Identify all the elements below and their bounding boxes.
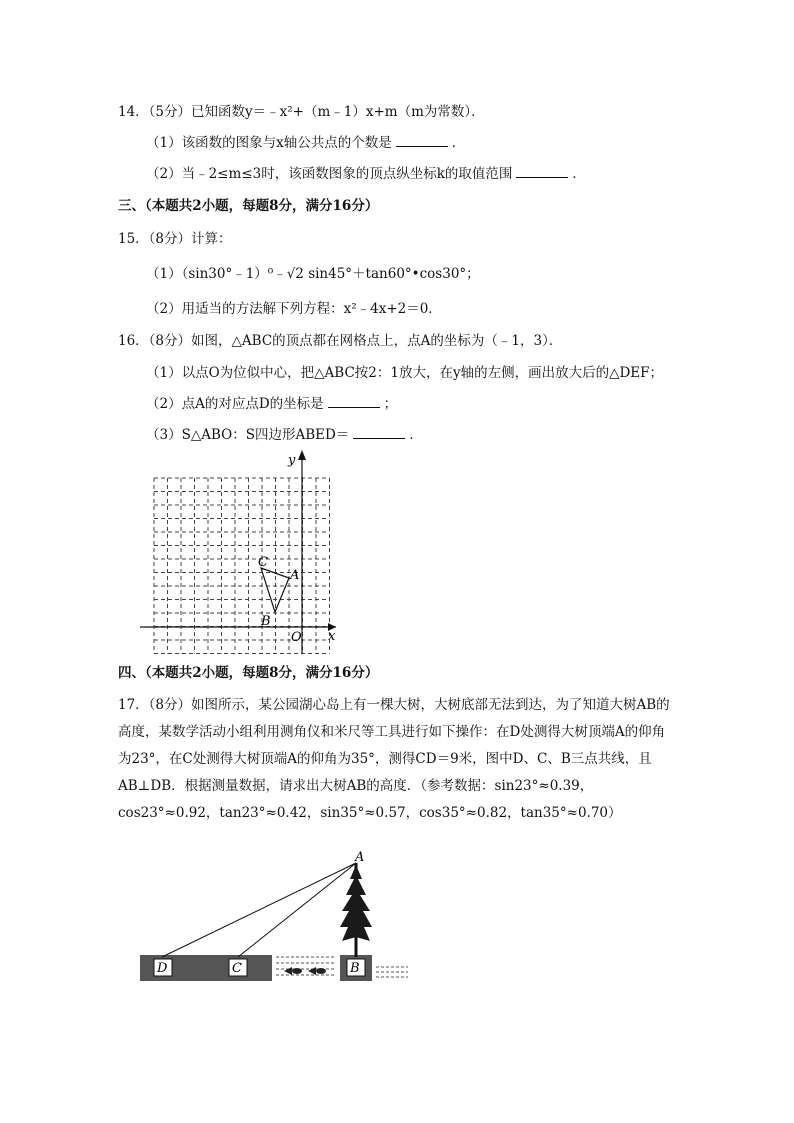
q15-head: 15．（8分）计算：: [118, 231, 232, 247]
q16-part3: [146, 425, 423, 445]
q16-part3-end: ．: [409, 427, 423, 443]
sight-line-d: [162, 863, 356, 957]
y-axis-label: y: [288, 453, 296, 468]
answer-blank[interactable]: [396, 133, 448, 147]
x-axis-label: x: [328, 629, 336, 644]
q14-head: 14．（5分）已知函数y＝﹣x²+（m﹣1）x+m（m为常数）．: [118, 104, 485, 120]
tree-crown: [340, 865, 372, 941]
q16-part2-text: （2）点A的对应点D的坐标是: [146, 396, 324, 412]
answer-blank[interactable]: [516, 164, 568, 178]
q16-part3-text: （3）S△ABO：S四边形ABED＝: [146, 427, 350, 443]
answer-blank[interactable]: [353, 425, 405, 439]
q16-part1: （1）以点O为位似中心，把△ABC按2：1放大，在y轴的左侧，画出放大后的△DEF；: [146, 365, 664, 381]
q17-tree-figure: [136, 845, 426, 995]
q16-part2: [146, 394, 397, 414]
q16-grid-figure: [136, 448, 346, 658]
q14-part2-text: （2）当﹣2≤m≤3时，该函数图象的顶点纵坐标k的取值范围: [146, 166, 513, 182]
point-a-label: A: [355, 850, 365, 865]
origin-label: O: [291, 630, 302, 645]
q14-part1: [146, 133, 465, 153]
point-a-label: A: [290, 568, 300, 583]
point-b-label: B: [261, 614, 271, 629]
q14-part1-text: （1）该函数的图象与x轴公共点的个数是: [146, 135, 392, 151]
q14-part2: [146, 164, 586, 184]
answer-blank[interactable]: [328, 394, 380, 408]
fish-icon: [308, 967, 326, 975]
point-d-label: D: [157, 961, 168, 976]
q16-part2-end: ；: [383, 396, 398, 412]
q14-part1-end: ．: [451, 135, 466, 151]
fish-icon: [284, 967, 302, 975]
q15-part2: （2）用适当的方法解下列方程：x²﹣4x+2＝0．: [146, 301, 442, 317]
point-c-label: C: [258, 555, 268, 570]
q14-part2-end: ．: [572, 166, 586, 182]
q17-text: 17．（8分）如图所示，某公园湖心岛上有一棵大树，大树底部无法到达，为了知道大树AB的高度，某数学活动小组利用测角仪和米尺等工具进行如下操作：在D处测得大树顶端A的仰角为23°，在C处测得大树顶端A的仰角为35°，测得CD＝9米，图中D、C、B三点共线，且AB⊥DB．根据测量数据，请求出大树AB的高度．（参考数据：sin23°≈0.39，cos23°≈0.92，tan23°≈0.42，sin35°≈0.57，cos35°≈0.82，tan35°≈0.70）: [118, 697, 670, 821]
q15-part1: （1）（sin30°﹣1）⁰﹣√2 sin45°＋tan60°•cos30°；: [146, 266, 480, 282]
y-axis-arrow: [298, 450, 306, 460]
point-b-label: B: [350, 961, 360, 976]
section-4-heading: 四、（本题共2小题，每题8分，满分16分）: [118, 665, 379, 681]
sight-line-c: [238, 863, 356, 957]
q16-head: 16．（8分）如图，△ABC的顶点都在网格点上，点A的坐标为（﹣1，3）．: [118, 333, 563, 349]
point-c-label: C: [232, 961, 242, 976]
section-3-heading: 三、（本题共2小题，每题8分，满分16分）: [118, 198, 379, 214]
